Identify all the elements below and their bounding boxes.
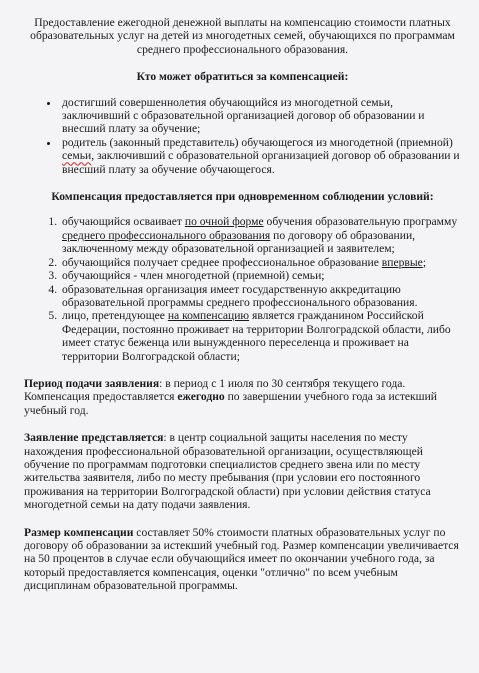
who-item-2	[60, 136, 461, 176]
application-paragraph	[24, 431, 461, 511]
conditions-list	[24, 215, 461, 362]
condition-item-5	[60, 309, 461, 363]
intro-paragraph: Предоставление ежегодной денежной выплаты на компенсацию стоимости платных образовательных услуг на детей из многодетных семей, обучающихся по программам среднего профессионального образования.	[30, 16, 455, 56]
who-heading: Кто может обратиться за компенсацией:	[136, 70, 349, 84]
who-item-2-part-a: родитель (законный представитель) обучающегося из многодетной (приемной)	[62, 135, 453, 149]
condition-1-part-e: по договору об образовании, заключенному между образовательной организацией и заявителем;	[62, 228, 416, 256]
condition-item-3: 3. обучающийся - член многодетной (приемной) семьи;	[60, 269, 461, 282]
period-text-2: по завершении учебного года за истекший учебный год.	[24, 390, 438, 417]
period-bold-annually: ежегодно	[177, 390, 225, 404]
condition-5-part-c: является гражданином Российской Федерации, постоянно проживает на территории Волгоградской области, либо имеет статус беженца или вынужденного переселенца и проживает на территории Волгоградской области;	[62, 309, 451, 363]
condition-1-part-a: обучающийся осваивает	[62, 215, 185, 229]
who-item-1: • достигший совершеннолетия обучающийся из многодетной семьи, заключивший с образовательной организацией договор об образовании и внесший плату за обучение;	[60, 96, 461, 136]
period-paragraph	[24, 377, 461, 417]
amount-text: составляет 50% стоимости платных образовательных услуг по договору об образовании за истекший учебный год. Размер компенсации увеличивается на 50 процентов в случае если обучающийся имеет по окончании учебного года, за который предоставляется компенсация, оценки "отлично" по всем учебным дисциплинам образовательной программы.	[24, 525, 459, 593]
application-text: : в центр социальной защиты населения по месту нахождения профессиональной образовательной организации, осуществляющей обучение по программам подготовки специалистов среднего звена или по месту жительства заявителя, либо по месту пребывания (при условии его постоянного проживания на территории Волгоградской области) при условии действия статуса многодетной семьи на дату подачи заявления.	[24, 431, 431, 512]
condition-5-underlined-compensation: на компенсацию	[167, 309, 250, 323]
condition-1-part-c: обучения образовательную программу	[263, 215, 458, 229]
condition-5-part-a: лицо, претендующее	[62, 309, 168, 323]
who-item-2-part-c: , заключивший с образовательной организацией договор об образовании и внесший плату за обучение обучающегося.	[62, 149, 460, 176]
condition-item-4: 4. образовательная организация имеет государственную аккредитацию образовательной программы среднего профессионального образования.	[60, 283, 461, 310]
amount-label: Размер компенсации	[24, 525, 134, 539]
application-label: Заявление представляется	[24, 431, 164, 445]
condition-item-1	[60, 215, 461, 255]
who-item-2-spellcheck-word: семьи	[62, 149, 92, 163]
condition-1-underlined-form: по очной форме	[184, 215, 264, 229]
condition-2-part-a: обучающийся получает среднее профессиональное образование	[62, 255, 382, 269]
condition-1-underlined-program: среднего профессионального образования	[62, 228, 271, 242]
condition-2-underlined-first-time: впервые	[381, 255, 423, 269]
conditions-heading: Компенсация предоставляется при одновременном соблюдении условий:	[51, 190, 434, 204]
condition-2-part-c: ;	[422, 255, 427, 269]
period-label: Период подачи заявления	[24, 376, 160, 390]
period-text-1: : в период с 1 июля по 30 сентября текущего года. Компенсация предоставляется	[24, 376, 406, 404]
who-list	[24, 96, 461, 176]
amount-paragraph	[24, 526, 461, 593]
condition-item-2	[60, 256, 461, 269]
